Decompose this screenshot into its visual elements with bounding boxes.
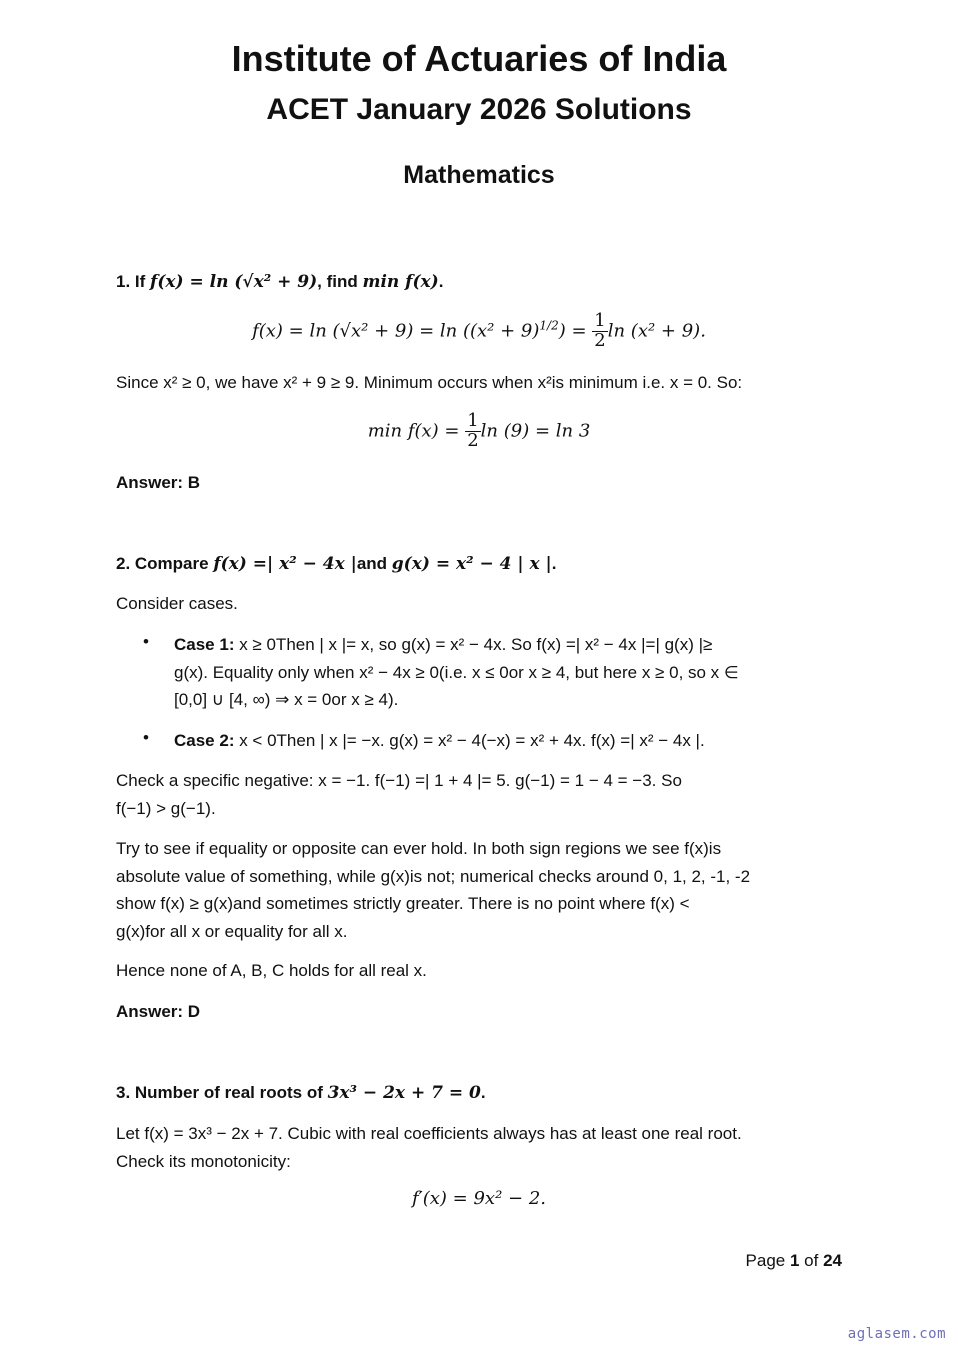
q2-para-line3: show f(x) ≥ g(x)and sometimes strictly greater. There is no point where f(x) < <box>116 894 690 913</box>
q1-explanation: Since x² ≥ 0, we have x² + 9 ≥ 9. Minimum occurs when x²is minimum i.e. x = 0. So: <box>116 373 743 392</box>
q2-heading-math: f(x) =| x² − 4x | <box>213 554 357 574</box>
q2-case2-label: Case 2: <box>174 731 240 750</box>
q1-heading-math: f(x) = ln (√x² + 9) <box>150 272 318 292</box>
q2-case1 <box>174 631 842 714</box>
q1-eq1-part-c: ln (x² + 9). <box>607 320 706 342</box>
q2-case1-label: Case 1: <box>174 635 240 654</box>
section-heading: Mathematics <box>403 161 555 189</box>
q3-heading <box>116 1079 842 1108</box>
q2-heading-prefix: 2. Compare <box>116 554 214 573</box>
q2-heading-mid: and <box>356 554 392 573</box>
q1-eq1-fraction <box>592 312 607 351</box>
q2-answer: Answer: D <box>116 1002 201 1021</box>
q2-case2 <box>174 727 842 755</box>
q1-heading-math2: min f(x) <box>362 272 439 292</box>
q1-eq2-numerator: 1 <box>467 410 479 431</box>
q3-equation: f′(x) = 9x² − 2. <box>412 1188 546 1209</box>
q2-para-line4: g(x)for all x or equality for all x. <box>116 921 348 941</box>
q2-heading <box>116 550 842 579</box>
q3-explanation <box>116 1120 842 1175</box>
q1-eq1-denominator: 2 <box>594 329 606 351</box>
q2-heading-end: . <box>551 554 557 573</box>
q1-eq2-part-b: ln (9) = ln 3 <box>480 420 591 442</box>
q1-heading-end: . <box>438 272 444 291</box>
q2-heading-math2: g(x) = x² − 4 | x | <box>391 554 552 574</box>
page-number <box>746 1251 842 1271</box>
q2-paragraph <box>116 835 842 945</box>
bullet-marker: • <box>143 728 149 747</box>
q2-para-line1: Try to see if equality or opposite can ever hold. In both sign regions we see f(x)is <box>116 839 722 858</box>
document-subtitle: ACET January 2026 Solutions <box>266 93 692 126</box>
q1-eq2-part-a: min f(x) = <box>367 420 466 442</box>
page-current: 1 <box>789 1251 800 1270</box>
q2-check-line1: Check a specific negative: x = −1. f(−1) =| 1 + 4 |= 5. g(−1) = 1 − 4 = −3. So <box>116 771 682 790</box>
q2-check <box>116 767 842 822</box>
q1-eq2-denominator: 2 <box>467 429 479 451</box>
q2-case1-line2: g(x). Equality only when x² − 4x ≥ 0(i.e. x ≤ 0or x ≥ 4, but here x ≥ 0, so x ∈ <box>174 662 739 682</box>
q1-eq1-numerator: 1 <box>594 310 606 331</box>
page-of: of <box>799 1251 824 1270</box>
watermark: aglasem.com <box>847 1326 946 1342</box>
page-total: 24 <box>823 1251 842 1270</box>
q1-eq1-part-b: ) = <box>558 320 593 342</box>
q3-heading-math: 3x³ − 2x + 7 = 0 <box>327 1083 481 1103</box>
q1-eq2-fraction <box>465 412 480 451</box>
q2-conclusion: Hence none of A, B, C holds for all real x. <box>116 961 427 980</box>
q2-intro: Consider cases. <box>116 594 238 613</box>
q3-heading-end: . <box>480 1083 486 1102</box>
q1-heading-mid: , find <box>317 272 363 291</box>
bullet-marker: • <box>143 632 149 651</box>
q1-equation-2 <box>0 412 958 451</box>
q2-check-line2: f(−1) > g(−1). <box>116 798 216 818</box>
q1-equation-1 <box>0 312 958 351</box>
page-word: Page <box>745 1251 790 1270</box>
q2-para-line2: absolute value of something, while g(x)is not; numerical checks around 0, 1, 2, -1, -2 <box>116 866 751 886</box>
q3-heading-prefix: 3. Number of real roots of <box>116 1083 328 1102</box>
q2-case1-text1: x ≥ 0Then | x |= x, so g(x) = x² − 4x. So f(x) =| x² − 4x |=| g(x) |≥ <box>239 635 713 654</box>
q3-line2: Check its monotonicity: <box>116 1151 291 1171</box>
q1-heading <box>116 268 842 297</box>
q3-line1: Let f(x) = 3x³ − 2x + 7. Cubic with real coefficients always has at least one real root. <box>116 1124 742 1143</box>
q1-heading-prefix: 1. If <box>116 272 151 291</box>
q1-eq1-exponent: 1/2 <box>539 318 559 333</box>
q2-case2-text: x < 0Then | x |= −x. g(x) = x² − 4(−x) = x² + 4x. f(x) =| x² − 4x |. <box>239 731 705 750</box>
q1-answer: Answer: B <box>116 473 201 492</box>
q2-case1-line1 <box>174 631 842 659</box>
document-title: Institute of Actuaries of India <box>231 38 727 79</box>
q1-eq1-part-a: f(x) = ln (√x² + 9) = ln ((x² + 9) <box>252 320 540 342</box>
q2-case1-line3: [0,0] ∪ [4, ∞) ⇒ x = 0or x ≥ 4). <box>174 690 399 709</box>
